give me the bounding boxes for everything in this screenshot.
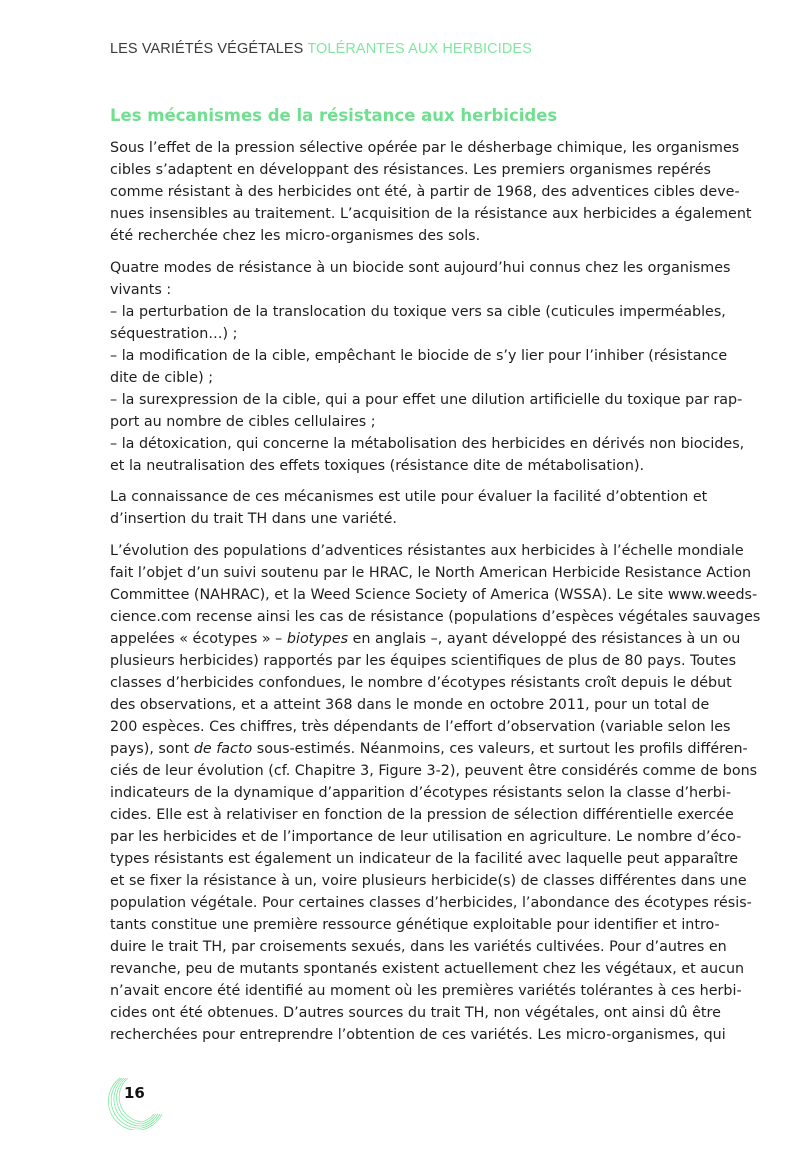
text-line: 200 espèces. Ces chiffres, très dépendants de l’effort d’observation (variable selon les <box>110 718 731 735</box>
text-line: d’insertion du trait TH dans une variété. <box>110 511 397 527</box>
running-head-subtitle: TOLÉRANTES AUX HERBICIDES <box>307 41 532 57</box>
paragraph <box>110 137 752 247</box>
text-line: plusieurs herbicides) rapportés par les équipes scientifiques de plus de 80 pays. Toutes <box>110 652 737 669</box>
section-title: Les mécanismes de la résistance aux herbicides <box>110 106 558 125</box>
text-line: population végétale. Pour certaines classes d’herbicides, l’abondance des écotypes résis- <box>110 894 752 911</box>
text-line: fait l’objet d’un suivi soutenu par le HRAC, le North American Herbicide Resistance Action <box>110 564 752 581</box>
text-line: et la neutralisation des effets toxiques (résistance dite de métabolisation). <box>110 457 645 474</box>
paragraph <box>110 257 745 477</box>
text-line: – la détoxication, qui concerne la métabolisation des herbicides en dérivés non biocides, <box>110 435 745 452</box>
page-number: 16 <box>124 1084 145 1102</box>
text-line: vivants : <box>110 281 172 298</box>
paragraph <box>110 540 761 1046</box>
text-line: port au nombre de cibles cellulaires ; <box>110 413 376 430</box>
text-line: des observations, et a atteint 368 dans le monde en octobre 2011, pour un total de <box>110 696 710 713</box>
text-line: comme résistant à des herbicides ont été, à partir de 1968, des adventices cibles deve- <box>110 184 740 200</box>
text-line: appelées « écotypes » – biotypes en anglais –, ayant développé des résistances à un ou <box>110 630 741 647</box>
text-line: Sous l’effet de la pression sélective opérée par le désherbage chimique, les organismes <box>110 140 740 156</box>
text-line: classes d’herbicides confondues, le nombre d’écotypes résistants croît depuis le début <box>110 674 732 691</box>
running-head-title: LES VARIÉTÉS VÉGÉTALES <box>110 41 304 57</box>
running-head <box>110 41 532 57</box>
text-line: L’évolution des populations d’adventices résistantes aux herbicides à l’échelle mondiale <box>110 542 744 559</box>
body-text <box>110 137 761 1055</box>
text-line: indicateurs de la dynamique d’apparition d’écotypes résistants selon la classe d’herbi- <box>110 784 731 801</box>
text-line: nues insensibles au traitement. L’acquisition de la résistance aux herbicides a également <box>110 206 752 222</box>
text-line: pays), sont de facto sous-estimés. Néanmoins, ces valeurs, et surtout les profils différen- <box>110 740 748 757</box>
text-line: Quatre modes de résistance à un biocide sont aujourd’hui connus chez les organismes <box>110 259 731 276</box>
text-line: Committee (NAHRAC), et la Weed Science Society of America (WSSA). Le site www.weeds- <box>110 586 758 603</box>
text-line: – la perturbation de la translocation du toxique vers sa cible (cuticules imperméables, <box>110 303 726 320</box>
text-line: cides. Elle est à relativiser en fonction de la pression de sélection différentielle exercée <box>110 806 734 823</box>
text-line: cides ont été obtenues. D’autres sources du trait TH, non végétales, ont ainsi dû être <box>110 1004 721 1021</box>
text-line: cience.com recense ainsi les cas de résistance (populations d’espèces végétales sauvages <box>110 608 761 625</box>
paragraph <box>110 486 708 530</box>
text-line: – la modification de la cible, empêchant le biocide de s’y lier pour l’inhiber (résistance <box>110 347 728 364</box>
text-line: tants constitue une première ressource génétique exploitable pour identifier et intro- <box>110 916 720 933</box>
text-line: dite de cible) ; <box>110 369 214 386</box>
text-line: revanche, peu de mutants spontanés existent actuellement chez les végétaux, et aucun <box>110 960 745 977</box>
text-line: par les herbicides et de l’importance de leur utilisation en agriculture. Le nombre d’éco- <box>110 828 742 845</box>
text-line: types résistants est également un indicateur de la facilité avec laquelle peut apparaître <box>110 850 739 867</box>
text-line: recherchées pour entreprendre l’obtention de ces variétés. Les micro-organismes, qui <box>110 1026 726 1043</box>
text-line: séquestration…) ; <box>110 325 238 342</box>
text-line: et se fixer la résistance à un, voire plusieurs herbicide(s) de classes différentes dans une <box>110 872 747 889</box>
text-line: ciés de leur évolution (cf. Chapitre 3, Figure 3-2), peuvent être considérés comme de bons <box>110 762 758 779</box>
text-line: n’avait encore été identifié au moment où les premières variétés tolérantes à ces herbi- <box>110 982 742 999</box>
text-line: La connaissance de ces mécanismes est utile pour évaluer la facilité d’obtention et <box>110 489 708 505</box>
text-line: duire le trait TH, par croisements sexués, dans les variétés cultivées. Pour d’autres en <box>110 938 727 955</box>
text-line: – la surexpression de la cible, qui a pour effet une dilution artificielle du toxique par rap- <box>110 391 743 408</box>
text-line: été recherchée chez les micro-organismes des sols. <box>110 228 481 244</box>
text-line: cibles s’adaptent en développant des résistances. Les premiers organismes repérés <box>110 162 711 178</box>
